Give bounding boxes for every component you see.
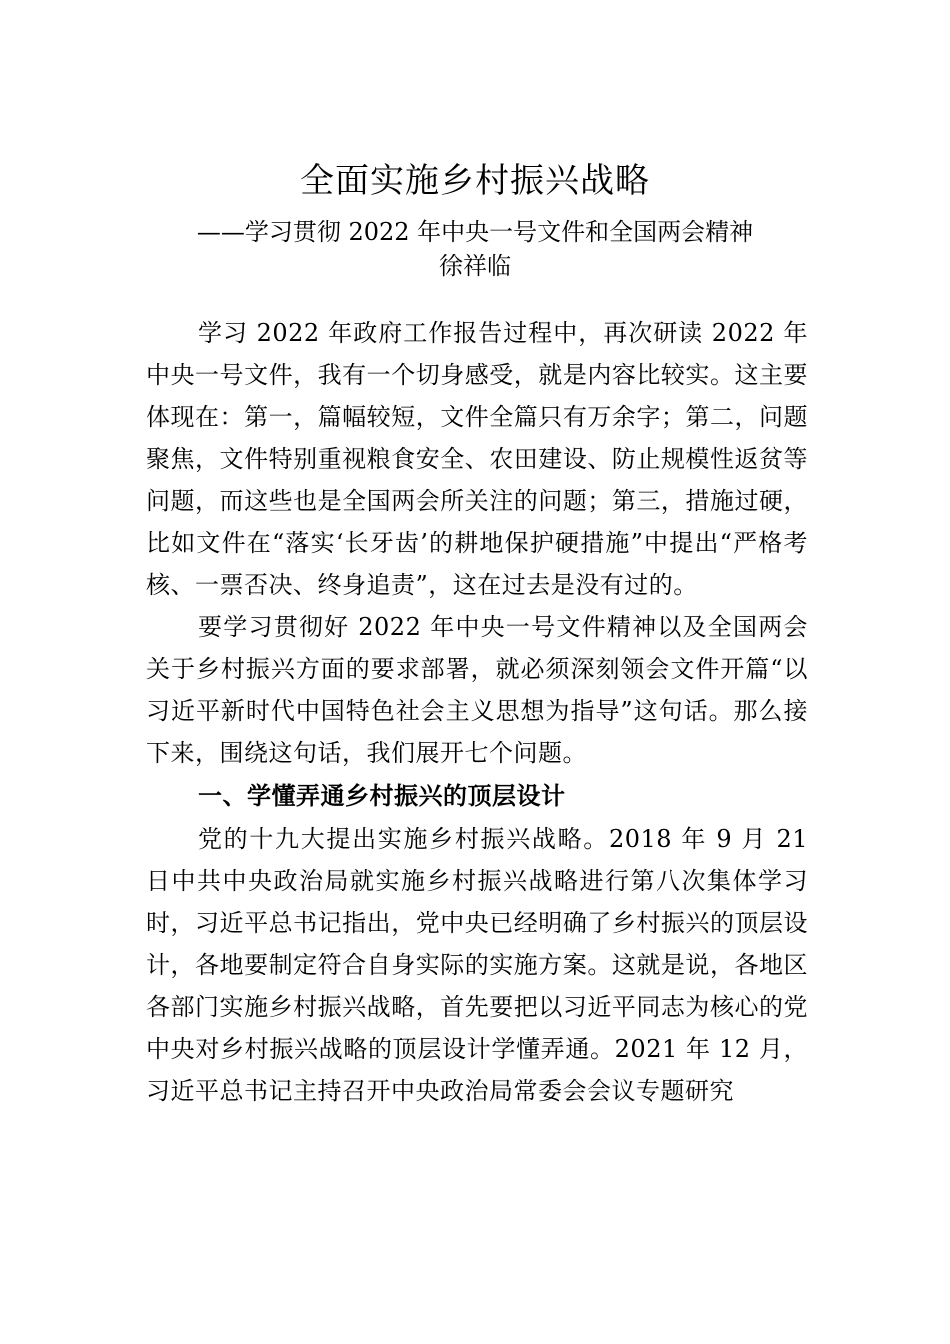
paragraph-intro: 学习 2022 年政府工作报告过程中，再次研读 2022 年中央一号文件，我有一个切身感受，就是内容比较实。这主要体现在：第一，篇幅较短，文件全篇只有万余字；第二，问题聚焦，文件特别重视粮食安全、农田建设、防止规模性返贫等问题，而这些也是全国两会所关注的问题；第三，措施过硬，比如文件在“落实‘长牙齿’的耕地保护硬措施”中提出“严格考核、一票否决、终身追责”，这在过去是没有过的。 <box>146 319 808 599</box>
document-title: 全面实施乡村振兴战略 <box>300 161 650 201</box>
document-body <box>146 312 808 1112</box>
section-heading: 一、学懂弄通乡村振兴的顶层设计 <box>198 782 566 810</box>
paragraph-context: 要学习贯彻好 2022 年中央一号文件精神以及全国两会关于乡村振兴方面的要求部署，就必须深刻领会文件开篇“以习近平新时代中国特色社会主义思想为指导”这句话。那么接下来，围绕这句话，我们展开七个问题。 <box>146 613 808 767</box>
document-author: 徐祥临 <box>439 252 511 280</box>
section-paragraph: 党的十九大提出实施乡村振兴战略。2018 年 9 月 21 日中共中央政治局就实施乡村振兴战略进行第八次集体学习时，习近平总书记指出，党中央已经明确了乡村振兴的顶层设计，各地要制定符合自身实际的实施方案。这就是说，各地区各部门实施乡村振兴战略，首先要把以习近平同志为核心的党中央对乡村振兴战略的顶层设计学懂弄通。2021 年 12 月，习近平总书记主持召开中央政治局常委会会议专题研究 <box>146 825 808 1105</box>
document-subtitle: ——学习贯彻 2022 年中央一号文件和全国两会精神 <box>196 218 754 246</box>
